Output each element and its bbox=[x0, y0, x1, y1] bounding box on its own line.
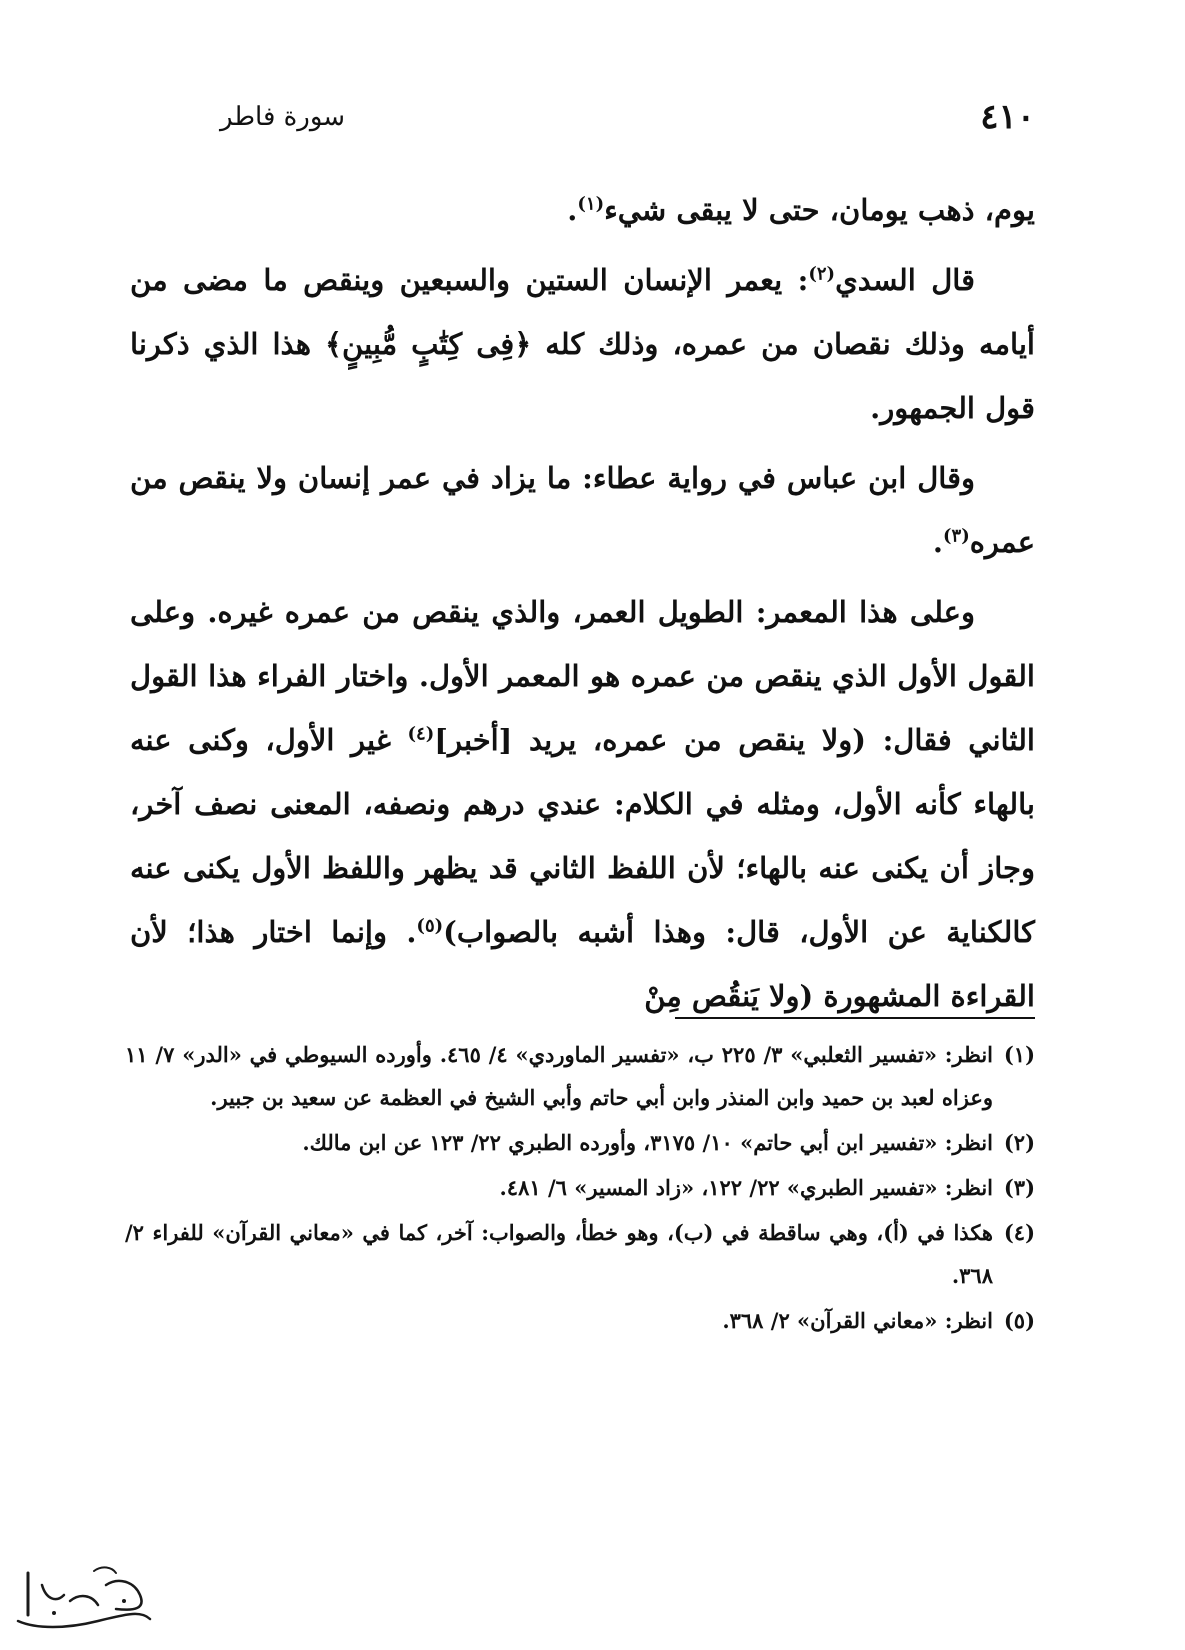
footnote-number: (٣) bbox=[1003, 1175, 1035, 1200]
paragraph-4-text-c: . وإنما اختار هذا؛ لأن القراءة المشهورة (ولا يَنقُص مِنْ bbox=[130, 915, 1035, 1013]
footnote-text: انظر: «معاني القرآن» ٢/ ٣٦٨. bbox=[722, 1308, 993, 1333]
footnote-number: (٢) bbox=[1003, 1130, 1035, 1155]
page-header bbox=[220, 92, 1035, 142]
footnote-ref-4: (٤) bbox=[407, 723, 435, 745]
footnote-text: انظر: «تفسير ابن أبي حاتم» ١٠/ ٣١٧٥، وأورده الطبري ٢٢/ ١٢٣ عن ابن مالك. bbox=[302, 1130, 993, 1155]
footnote-5 bbox=[125, 1299, 1035, 1342]
paragraph-4-text-a: وعلى هذا المعمر: الطويل العمر، والذي ينقص من عمره غيره. وعلى القول الأول الذي ينقص من عمره هو المعمر الأول. واختار الفراء هذا القول الثاني فقال: (ولا ينقص من عمره، يريد [أخبر] bbox=[130, 595, 1035, 757]
paragraph-1-text: يوم، ذهب يومان، حتى لا يبقى شيء bbox=[604, 193, 1035, 227]
paragraph-4 bbox=[130, 580, 1035, 1028]
paragraph-1-end: . bbox=[567, 193, 578, 227]
footnote-ref-3: (٣) bbox=[943, 525, 970, 547]
paragraph-1 bbox=[130, 178, 1035, 242]
footnote-text: هكذا في (أ)، وهي ساقطة في (ب)، وهو خطأ، والصواب: آخر، كما في «معاني القرآن» للفراء ٢/ ٣٦٨. bbox=[125, 1220, 993, 1288]
paragraph-3 bbox=[130, 446, 1035, 574]
footnote-1 bbox=[125, 1033, 1035, 1119]
footnote-4 bbox=[125, 1211, 1035, 1297]
footnote-2 bbox=[125, 1121, 1035, 1164]
calligraphy-logo bbox=[6, 1555, 156, 1637]
footnote-separator bbox=[675, 1017, 1035, 1019]
footnote-text: انظر: «تفسير الثعلبي» ٣/ ٢٢٥ ب، «تفسير الماوردي» ٤/ ٤٦٥. وأورده السيوطي في «الدر» ٧/ ١١ وعزاه لعبد بن حميد وابن المنذر وابن أبي حاتم وأبي الشيخ في العظمة عن سعيد بن جبير. bbox=[125, 1042, 994, 1110]
footnotes bbox=[125, 1033, 1035, 1344]
paragraph-4-text-b: غير الأول، وكنى عنه بالهاء كأنه الأول، ومثله في الكلام: عندي درهم ونصفه، المعنى نصف آخر، وجاز أن يكنى عنه بالهاء؛ لأن اللفظ الثاني قد يظهر واللفظ الأول يكنى عنه كالكناية عن الأول، قال: وهذا أشبه بالصواب) bbox=[130, 723, 1035, 949]
running-title: سورة فاطر bbox=[220, 102, 346, 132]
paragraph-2 bbox=[130, 248, 1035, 440]
footnote-text: انظر: «تفسير الطبري» ٢٢/ ١٢٢، «زاد المسير» ٦/ ٤٨١. bbox=[499, 1175, 993, 1200]
footnote-number: (٤) bbox=[1003, 1220, 1035, 1245]
footnote-number: (٥) bbox=[1003, 1308, 1035, 1333]
main-text bbox=[130, 178, 1035, 1028]
footnote-3 bbox=[125, 1166, 1035, 1209]
footnote-number: (١) bbox=[1003, 1042, 1035, 1067]
paragraph-3-end: . bbox=[932, 525, 943, 559]
paragraph-3-text: وقال ابن عباس في رواية عطاء: ما يزاد في عمر إنسان ولا ينقص من عمره bbox=[130, 461, 1035, 559]
paragraph-2-lead: قال السدي bbox=[835, 263, 975, 297]
page-number: ٤١٠ bbox=[980, 97, 1035, 137]
footnote-ref-1: (١) bbox=[577, 193, 605, 215]
footnote-ref-2: (٢) bbox=[808, 263, 836, 285]
footnote-ref-5: (٥) bbox=[416, 915, 444, 937]
paragraph-2-text: : يعمر الإنسان الستين والسبعين وينقص ما مضى من أيامه وذلك نقصان من عمره، وذلك كله ﴿فِى كِتَٰبٍ مُّبِينٍ﴾ هذا الذي ذكرنا قول الجمهور. bbox=[130, 263, 1035, 425]
